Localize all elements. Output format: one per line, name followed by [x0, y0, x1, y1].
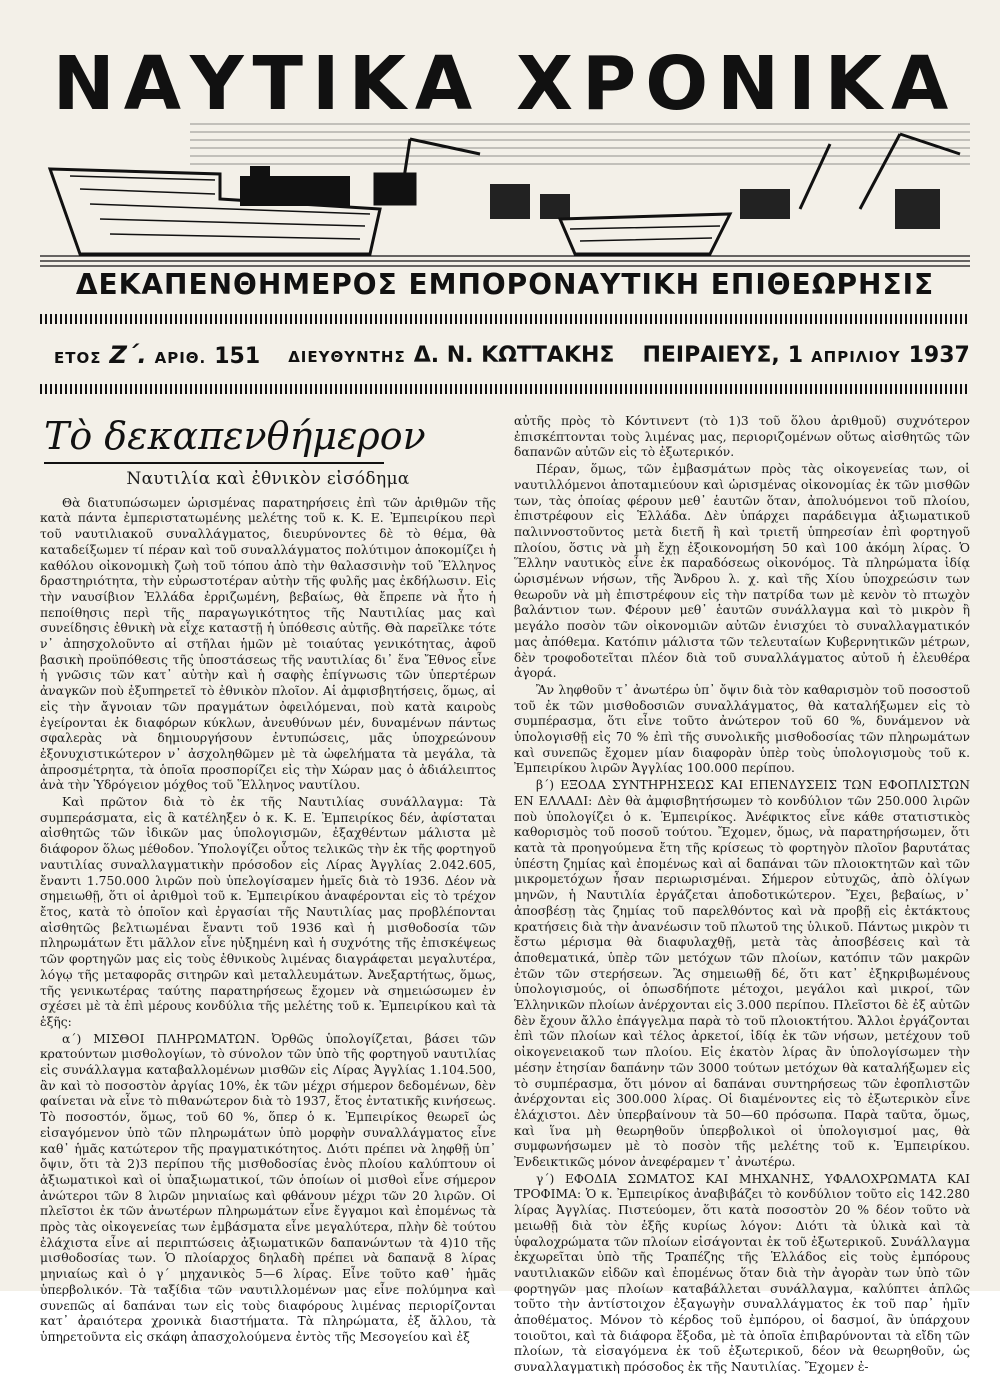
- director-name: Δ. Ν. ΚΩΤΤΑΚΗΣ: [413, 342, 615, 368]
- page-inner: [40, 41, 970, 1375]
- issue-number: 151: [214, 344, 261, 369]
- director-cell: [274, 343, 628, 368]
- crane-left: [375, 139, 480, 204]
- harbor-ship-illustration: [40, 114, 970, 269]
- month: ΑΠΡΙΛΙΟΥ: [811, 347, 901, 366]
- date-cell: [628, 343, 983, 368]
- masthead-subtitle: ΔΕΚΑΠΕΝΘΗΜΕΡΟΣ ΕΜΠΟΡΟΝΑΥΤΙΚΗ ΕΠΙΘΕΩΡΗΣΙΣ: [75, 268, 935, 301]
- small-vessel: [560, 214, 730, 254]
- hatch-rule-bottom: [40, 384, 970, 394]
- sky-hatching: [190, 124, 970, 164]
- director-label: ΔΙΕΥΘΥΝΤΗΣ: [288, 347, 406, 366]
- masthead: [40, 41, 970, 301]
- year-label: ΕΤΟΣ: [54, 349, 102, 367]
- column-right: [514, 414, 970, 1375]
- large-ship: [50, 166, 380, 254]
- water-hatching: [40, 256, 970, 266]
- paragraph: β΄) ΕΞΟΔΑ ΣΥΝΤΗΡΗΣΕΩΣ ΚΑΙ ΕΠΕΝΔΥΣΕΙΣ ΤΩΝ ΕΦΟΠΛΙΣΤΩΝ ΕΝ ΕΛΛΑΔΙ: Δὲν θὰ ἀμφισβητήσωμεν τὸ κονδύλιον τῶν 250.000 λιρῶν ποὺ ὑπολογίζει ὁ κ. Ἐμπειρίκος. Ἀνέφικτος εἶνε κάθε στατιστικὸς καθορισμὸς τοῦ ποσοῦ τούτου. Ἔχομεν, ὅμως, νὰ παρατηρήσωμεν, ὅτι κατὰ τὰ προηγούμενα ἔτη τῆς κρίσεως τὸ φορτηγὸν πλοῖον βαρυτάτας ὑπέστη ζημίας καὶ ἐπομένως καὶ αἱ δαπάναι τῶν πλοιοκτητῶν καὶ τῶν μικρομετόχων ἦσαν περιωρισμέναι. Σήμερον εὐτυχῶς, ἀπὸ ὀλίγων μηνῶν, ἡ Ναυτιλία ἐργάζεται ἀποδοτικώτερον. Ἔχει, βεβαίως, ν᾽ ἀποσβέσῃ τὰς ζημίας τοῦ παρελθόντος καὶ νὰ προβῇ εἰς ἐκτάκτους κρατήσεις διὰ τὴν ἀνανέωσιν τοῦ πλωτοῦ της ὑλικοῦ. Πάντως μικρὸν τι ἔστω μέρισμα θὰ διαφυλαχθῇ, μετὰ τὰς ἀποσβέσεις καὶ τὰ ἀποθεματικά, ὑπὲρ τῶν μετόχων τῶν πλοίων, κατόπιν τῶν μακρῶν ἐτῶν τῶν στερήσεων. Ἂς σημειωθῇ δέ, ὅτι κατ᾽ ἐξηκριβωμένους ὑπολογισμούς, οἱ ὁπωσδήποτε μέτοχοι, μεγάλοι καὶ μικροί, τῶν Ἑλληνικῶν πλοίων ἀνέρχονται εἰς 3.000 περίπου. Πλεῖστοι δὲ ἐξ αὐτῶν δὲν ἔχουν ἄλλο ἐπάγγελμα παρὰ τὸ τοῦ πλοιοκτήτου. Ἄλλοι ἐργάζονται ἐπὶ τῶν πλοίων καὶ τέλος ἀρκετοί, ἰδίᾳ ἐκ τῶν νήσων, μετέχουν τοῦ οἰκογενειακοῦ των πλοίου. Εἰς ἑκατὸν λίρας ἂν ὑπολογίσωμεν τὴν μέσην ἐτησίαν δαπάνην τῶν 3000 τούτων μετόχων θὰ καταλήξωμεν εἰς τὸ συμπέρασμα, ὅτι μόνον αἱ δαπάναι συντηρήσεως τῶν ἐφοπλιστῶν ἀνέρχονται εἰς 300.000 λίρας. Οἱ διαμένοντες εἰς τὸ ἐξωτερικὸν εἶνε ἐλάχιστοι. Δὲν ὑπερβαίνουν τὰ 50—60 πρόσωπα. Παρὰ ταῦτα, ὅμως, καὶ ἵνα μὴ θεωρηθοῦν ὑπερβολικοὶ οἱ ὑπολογισμοί μας, θὰ συμφωνήσωμεν μὲ τὸ ποσὸν τῆς μελέτης τοῦ κ. Ἐμπειρίκου. Ἐνδεικτικῶς μόνον ἀνεφέραμεν τ᾽ ἀνωτέρω.: [514, 778, 970, 1170]
- issue-label: ΑΡΙΘ.: [154, 349, 207, 367]
- paragraph: Θὰ διατυπώσωμεν ὡρισμένας παρατηρήσεις ἐπὶ τῶν ἀριθμῶν τῆς κατὰ πάντα ἐμπεριστατωμένης μελέτης τοῦ κ. Κ. Ε. Ἐμπειρίκου περὶ τοῦ ναυτιλιακοῦ συναλλάγματος, διευρύνοντες δὲ τὸ θέμα, θὰ καταδείξωμεν τί πέραν καὶ τοῦ συναλλάγματος πολύτιμον ἀποκομίζει ἡ καθόλου οἰκονομικὴ ζωὴ τοῦ τόπου ἀπὸ τὴν θαλασσινὴν τοῦ Ἕλληνος δραστηριότητα, τὴν εὐρωστοτέραν αὐτὴν τῆς φυλῆς μας ἐκδήλωσιν. Εἰς τὴν ναυσίβιον Ἑλλάδα ἐρριζωμένη, βεβαίως, θὰ ἔπρεπε νὰ ἦτο ἡ πεποίθησις περὶ τῆς παραγωγικότητος τῆς Ναυτιλίας μας καὶ συνείδησις ἐθνικὴ νὰ εἶχε καταστῇ ἡ ὑπόθεσις αὐτῆς. Θὰ παρεῖλκε τότε ν᾽ ἀπησχολοῦντο αἱ στῆλαι ἡμῶν μὲ τοιαύτας γενικότητας, ἀφοῦ βασικὴ προϋπόθεσις τῆς ὑποστάσεως τῆς ναυτιλίας δι᾽ ἕνα Ἔθνος εἶνε ἡ γνῶσις τῶν κατ᾽ αὐτὴν καὶ ἡ σαφὴς ἐπίγνωσις τῶν ὑπερτέρων ἀναγκῶν ποὺ ἐξυπηρετεῖ τὸ ἐθνικὸν πλοῖον. Αἱ ἀμφισβητήσεις, ὅμως, αἱ εἰς τὴν ἄγνοιαν τῶν πραγμάτων ὀφειλόμεναι, ποὺ κατὰ καιροὺς ἐγείρονται ἐκ διαφόρων κύκλων, ἀνευθύνων μέν, δυναμένων πάντως σφαλερὰς νὰ δημιουργήσουν ἐντυπώσεις, μᾶς ὑποχρεώνουν ἐξονυχιστικώτερον ν᾽ ἀσχοληθῶμεν μὲ τὰ ὠφελήματα τὰ μεγάλα, τὰ ἀπροσμέτρητα, τὰ ὁποῖα προσπορίζει εἰς τὴν Χώραν μας ὁ ἀδιάλειπτος ἀνὰ τὴν Ὑδρόγειον μόχθος τοῦ Ἕλληνος ναυτίλου.: [40, 495, 496, 793]
- info-row: [40, 336, 970, 374]
- paragraph: α΄) ΜΙΣΘΟΙ ΠΛΗΡΩΜΑΤΩΝ. Ὀρθῶς ὑπολογίζεται, βάσει τῶν κρατούντων μισθολογίων, τὸ σύνολον τῶν ὑπὸ τῆς φορτηγοῦ ναυτιλίας εἰς συνάλλαγμα καταβαλλομένων μισθῶν εἰς Λίρας Ἀγγλίας 1.104.500, ἂν καὶ τὸ ποσοστὸν ἀργίας 10%, ἐκ τῶν μέχρι σήμερον δεδομένων, δὲν φαίνεται νὰ εἶνε τὸ πιθανώτερον διὰ τὸ 1937, ἔτος ἐντατικῆς κινήσεως. Τὸ ποσοστόν, ὅμως, τοῦ 60 %, ὅπερ ὁ κ. Ἐμπειρίκος θεωρεῖ ὡς εἰσαγόμενον ὑπὸ τῶν πληρωμάτων ὑπὸ μορφὴν συναλλάγματος εἶνε καθ᾽ ἡμᾶς κατώτερον τῆς πραγματικότητος. Διότι πρέπει νὰ ληφθῇ ὑπ᾽ ὄψιν, ὅτι τὰ 2)3 περίπου τῆς μισθοδοσίας ἑνὸς πλοίου καλύπτουν οἱ ἀξιωματικοὶ καὶ οἱ ὑπαξιωματικοί, τῶν ὁποίων οἱ μισθοὶ εἶνε σήμερον ἀνώτεροι τῶν 8 λιρῶν μηνιαίως καὶ φθάνουν μέχρι τῶν 20 λιρῶν. Οἱ πλεῖστοι ἐκ τῶν ἀνωτέρων πληρωμάτων εἶνε ἔγγαμοι καὶ ἐπομένως τὰ πρὸς τὰς οἰκογενείας των ἐμβάσματα εἶνε μεγαλύτερα, πλὴν δὲ τούτου ἐλάχιστα εἶνε αἱ περιπτώσεις ἀξιωματικῶν δαπανώντων τὰ 4)10 τῆς μισθοδοσίας των. Ὁ πλοίαρχος δηλαδὴ πρέπει νὰ δαπανᾷ 8 λίρας μηνιαίως καὶ ὁ γ΄ μηχανικὸς 5—6 λίρας. Εἶνε τοῦτο καθ᾽ ἡμᾶς ὑπερβολικόν. Τὰ ταξίδια τῶν ναυτιλλομένων μας εἶνε πολύμηνα καὶ συνεπῶς αἱ δαπάναι των εἰς τοὺς διαφόρους λιμένας περιορίζονται κατ᾽ ἀραιότερα χρονικὰ διαστήματα. Τὰ πληρώματα, ἐξ ἄλλου, τὰ ὑπηρετοῦντα εἰς σκάφη ἀπασχολούμενα ἐντὸς τῆς Μεσογείου καὶ ἐξ: [40, 1031, 496, 1344]
- hatch-rule-top: [40, 314, 970, 324]
- issue-info-bar: [40, 314, 970, 398]
- year: 1937: [908, 342, 970, 368]
- paragraph: Ἂν ληφθοῦν τ᾽ ἀνωτέρω ὑπ᾽ ὄψιν διὰ τὸν καθαρισμὸν τοῦ ποσοστοῦ τοῦ ἐκ τῶν μισθοδοσιῶν συναλλάγματος, θὰ καταλήξωμεν εἰς τὸ συμπέρασμα, ὅτι εἶνε τοῦτο ἀνώτερον τοῦ 60 %, δυνάμενον νὰ ὑπολογισθῇ εἰς 70 % ἐπὶ τῆς συνολικῆς μισθοδοσίας τῶν πληρωμάτων καὶ συνεπῶς ἔχομεν μίαν διαφορὰν ὑπὲρ τοὺς ὑπολογισμοὺς τοῦ κ. Ἐμπειρίκου λιρῶν Ἀγγλίας 100.000 περίπου.: [514, 682, 970, 776]
- masthead-title: ΝΑΥΤΙΚΑ ΧΡΟΝΙΚΑ: [52, 41, 958, 127]
- article-subheading: Ναυτιλία καὶ ἐθνικὸν εἰσόδημα: [126, 469, 410, 489]
- paragraph: Πέραν, ὅμως, τῶν ἐμβασμάτων πρὸς τὰς οἰκογενείας των, οἱ ναυτιλλόμενοι ἀποταμιεύουν καὶ ὡρισμένας οἰκονομίας ἐκ τῶν μισθῶν των, τὰς ὁποίας φέρουν μεθ᾽ ἑαυτῶν ὅταν, ἀπολυόμενοι τοῦ πλοίου, ἐπιστρέφουν εἰς Ἑλλάδα. Δὲν ὑπάρχει παράδειγμα ἀξιωματικοῦ παλιννοστοῦντος μετὰ διετῆ ἢ καὶ τριετῆ ὑπηρεσίαν ἐπὶ φορτηγοῦ πλοίου, ὅστις νὰ μὴ ἔχῃ ἐξοικονομήση 50 καὶ 100 ἀκόμη λίρας. Ὁ Ἕλλην ναυτικὸς εἶνε ἐκ παραδόσεως οἰκονόμος. Τὰ πληρώματα ἰδίᾳ ὡρισμένων νήσων, τῆς Ἄνδρου λ. χ. καὶ τῆς Χίου ὑποχρεώσιν των θεωροῦν νὰ μὴ ἐπιστρέφουν εἰς τὴν πατρίδα των μὲ κενὸν τὸ πτωχὸν βαλάντιον των. Φέρουν μεθ᾽ ἑαυτῶν συνάλλαγμα καὶ τὸ μικρὸν ἢ μεγάλο ποσὸν τῶν οἰκονομιῶν αὐτῶν ἐνισχύει τὸ συναλλαγματικόν μας ἀπόθεμα. Κατόπιν μάλιστα τῶν τελευταίων Κυβερνητικῶν μέτρων, δὲν τροφοδοτεῖται πλέον διὰ τοῦ συναλλάγματος αὐτοῦ ἡ ἐλευθέρα ἀγορά.: [514, 462, 970, 681]
- city: ΠΕΙΡΑΙΕΥΣ,: [642, 342, 780, 368]
- day: 1: [787, 342, 804, 368]
- column-left: [40, 414, 496, 1344]
- paragraph: αὐτῆς πρὸς τὸ Κόντινεντ (τὸ 1)3 τοῦ ὅλου ἀριθμοῦ) συχνότερον ἐπισκέπτονται τοὺς λιμένας μας, περιοριζομένων οὕτως αἰσθητῶς τῶν δαπανῶν αὐτῶν εἰς τὸ ἐξωτερικόν.: [514, 414, 970, 460]
- issue-cell: [40, 341, 274, 369]
- paragraph: Καὶ πρῶτον διὰ τὸ ἐκ τῆς Ναυτιλίας συνάλλαγμα: Τὰ συμπεράσματα, εἰς ἃ κατέληξεν ὁ κ. Κ. Ε. Ἐμπειρίκος δέν, ἀφίσταται αἰσθητῶς τῶν ἰδικῶν μας ὑπολογισμῶν, ἐξαχθέντων μάλιστα μὲ διάφορον ὅλως μέθοδον. Ὑπολογίζει οὗτος τελικῶς τὴν ἐκ τῆς φορτηγοῦ ναυτιλίας συναλλαγματικὴν πρόσοδον εἰς Λίρας Ἀγγλίας 2.042.605, ἔναντι 1.750.000 λιρῶν ποὺ ὑπελογίσαμεν ἡμεῖς διὰ τὸ 1936. Δέον νὰ σημειωθῇ, ὅτι οἱ ἀριθμοὶ τοῦ κ. Ἐμπειρίκου ἀναφέρονται εἰς τὸ τρέχον ἔτος, κατὰ τὸ ὁποῖον καὶ ἐργασίαι τῆς Ναυτιλίας μας προβλέπονται αἰσθητῶς βελτιωμέναι ἔναντι τοῦ 1936 καὶ ἡ μισθοδοσία τῶν πληρωμάτων ἔτι μᾶλλον εἶνε ηὐξημένη καὶ ἡ συχνότης τῆς ἐπισκέψεως τῶν φορτηγῶν μας εἰς τοὺς ἐθνικοὺς λιμένας διαγράφεται μεγαλυτέρα, λόγῳ τῆς μεταφορᾶς σιτηρῶν καὶ μεταλλευμάτων. Ἀνεξαρτήτως, ὅμως, τῆς γενικωτέρας ταύτης παρατηρήσεως ἔχομεν νὰ σημειώσωμεν ἐν σχέσει μὲ τὰ ἐπὶ μέρους κονδύλια τῆς μελέτης τοῦ κ. Ἐμπειρίκου καὶ τὰ ἑξῆς:: [40, 795, 496, 1029]
- year-value: Ζ΄.: [109, 341, 147, 369]
- paragraph: γ΄) ΕΦΟΔΙΑ ΣΩΜΑΤΟΣ ΚΑΙ ΜΗΧΑΝΗΣ, ΥΦΑΛΟΧΡΩΜΑΤΑ ΚΑΙ ΤΡΟΦΙΜΑ: Ὁ κ. Ἐμπειρίκος ἀναβιβάζει τὸ κονδύλιον τοῦτο εἰς 142.280 λίρας Ἀγγλίας. Πιστεύομεν, ὅτι κατὰ ποσοστὸν 20 % δέον τοῦτο νὰ μειωθῇ διὰ τὸν ἑξῆς κυρίως λόγον: Διότι τὰ ὑλικὰ καὶ τὰ ὑφαλοχρώματα τῶν πλοίων εἰσάγονται ἐκ τοῦ ἐξωτερικοῦ. Συνάλλαγμα ἐκχωρεῖται ὑπὸ τῆς Τραπέζης τῆς Ἑλλάδος εἰς τοὺς ἐμπόρους ναυτιλιακῶν εἰδῶν καὶ ἐπομένως ὅταν διὰ τὴν ἀγορὰν των ὑπὸ τῶν φορτηγῶν μας πλοίων καταβάλλεται συνάλλαγμα, καλύπτει ἁπλῶς τοῦτο τὴν ἀντίστοιχον ἐξαγωγὴν συναλλάγματος ἐκ τοῦ παρ᾽ ἡμῖν ἀποθέματος. Μόνον τὸ κέρδος τοῦ ἐμπόρου, οἱ δασμοί, ἂν ὑπάρχουν τοιοῦτοι, καὶ τὰ διάφορα ἔξοδα, μὲ τὰ ὁποῖα ἐπιβαρύνονται τὰ εἴδη τῶν πλοίων, τὰ εἰσαγόμενα ἐκ τοῦ ἐξωτερικοῦ, δέον νὰ θεωρηθοῦν, ὡς συναλλαγματικὴ πρόσοδος ἐκ τῆς Ναυτιλίας. Ἔχομεν ἐ-: [514, 1171, 970, 1375]
- article-heading: Τὸ δεκαπενθήμερον: [44, 414, 426, 458]
- heading-underline: [44, 462, 384, 464]
- article-columns: [40, 414, 970, 1375]
